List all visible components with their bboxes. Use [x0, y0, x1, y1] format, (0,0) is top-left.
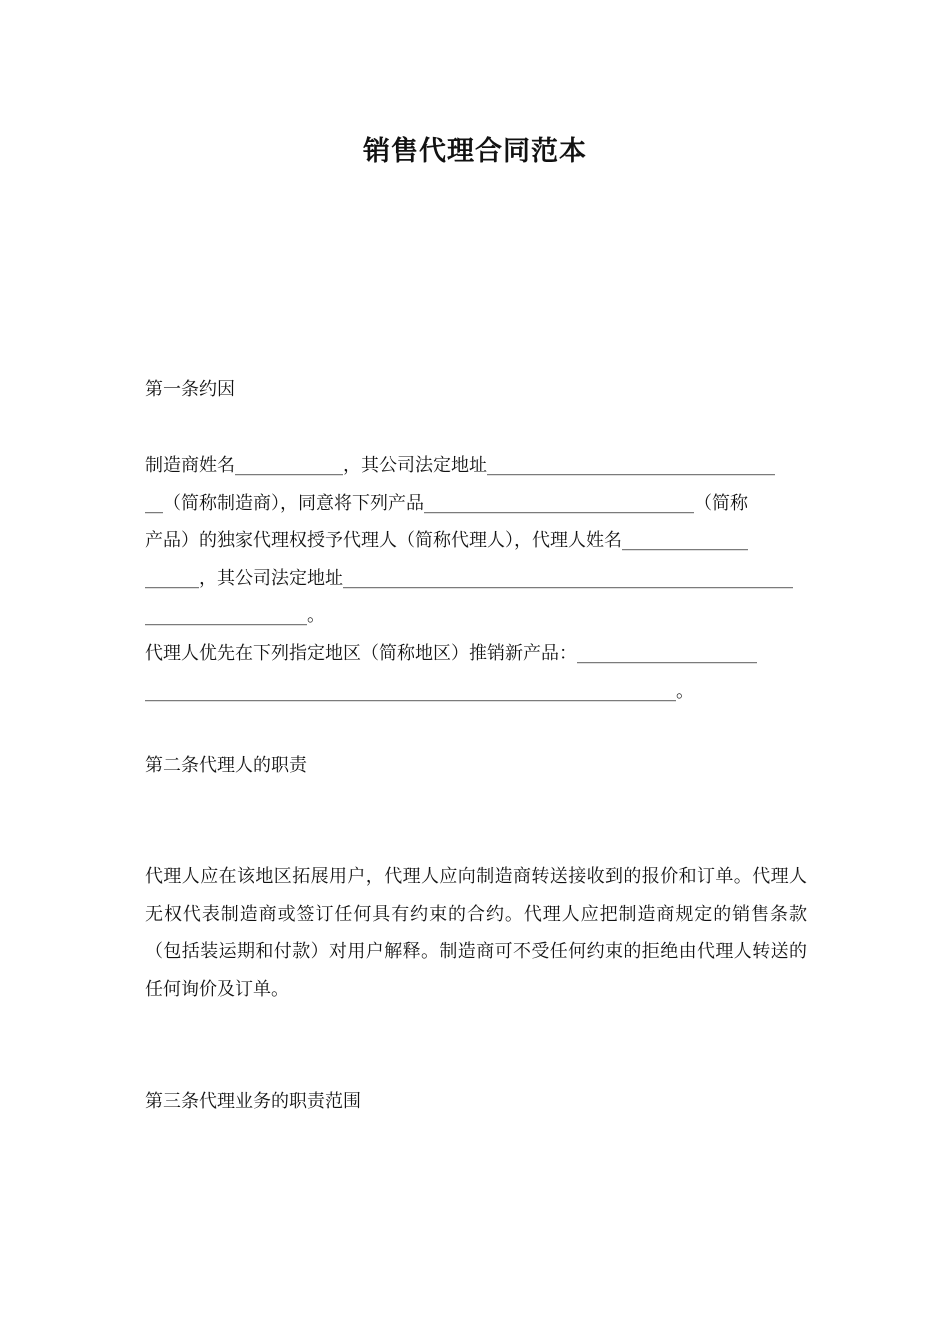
section-1-heading: 第一条约因 — [145, 379, 235, 400]
section-1-parties-paragraph — [145, 447, 807, 635]
document-title: 销售代理合同范本 — [363, 136, 587, 167]
section-3-heading: 第三条代理业务的职责范围 — [145, 1091, 361, 1112]
paragraph-line: ___________________________________________________________。 — [145, 680, 694, 702]
paragraph-line: __________________。 — [145, 605, 325, 626]
paragraph-line: 代理人优先在下列指定地区（简称地区）推销新产品：____________________ — [145, 643, 757, 664]
paragraph-line: 制造商姓名____________，其公司法定地址________________________________ — [145, 455, 775, 476]
paragraph-line: __（简称制造商），同意将下列产品______________________________（简称 — [145, 492, 748, 514]
section-1-territory-paragraph — [145, 635, 807, 710]
paragraph-line: ______，其公司法定地址__________________________________________________ — [145, 567, 793, 589]
paragraph-line: 产品）的独家代理权授予代理人（简称代理人），代理人姓名______________ — [145, 530, 748, 551]
section-2-body: 代理人应在该地区拓展用户，代理人应向制造商转送接收到的报价和订单。代理人无权代表制造商或签订任何具有约束的合约。代理人应把制造商规定的销售条款（包括装运期和付款）对用户解释。制造商可不受任何约束的拒绝由代理人转送的任何询价及订单。 — [145, 866, 807, 1000]
section-2-heading: 第二条代理人的职责 — [145, 755, 307, 776]
